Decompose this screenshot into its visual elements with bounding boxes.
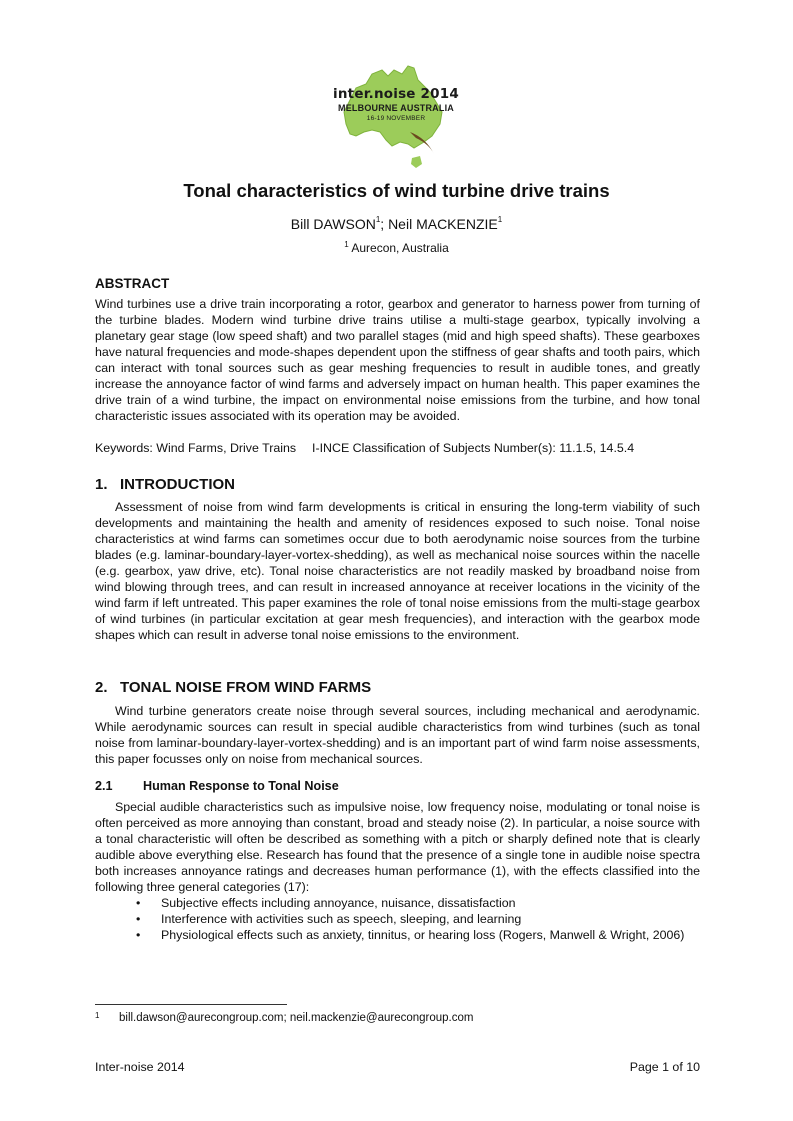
affiliation-text: Aurecon, Australia [348,241,449,255]
logo-dates: 16-19 NOVEMBER [366,115,426,122]
footnote-mark: 1 [95,1011,100,1020]
section-heading-introduction [95,476,235,493]
affiliation-mark: 1 [344,240,349,249]
footnote-divider [95,1004,287,1005]
subsection-heading-human-response [95,779,339,793]
list-item [95,911,700,927]
section-number: 1. [95,476,108,493]
list-item-text: Interference with activities such as speech, sleeping, and learning [161,912,522,926]
list-item [95,895,700,911]
section-title: TONAL NOISE FROM WIND FARMS [120,679,372,696]
footer-conference: Inter-noise 2014 [95,1060,185,1074]
author-separator: ; [380,216,389,232]
section-heading-tonal-noise [95,679,371,696]
author-affil-mark: 1 [375,215,381,224]
author-name: Neil MACKENZIE [388,216,498,232]
abstract-heading: ABSTRACT [95,276,170,291]
tonal-noise-text: Wind turbine generators create noise through several sources, including mechanical and aerodynamic. While aerodynamic sources can result in special audible characteristics from wind turbines (such as tonal noise from laminar-boundary-layer-vortex-shedding) and is an important part of wind farm noise assessments, this paper focusses only on noise from mechanical sources. [95,704,700,766]
footnote-text: bill.dawson@aurecongroup.com; neil.mackenzie@aurecongroup.com [119,1012,474,1024]
keywords-line [95,441,634,455]
logo-title: inter.noise 2014 [333,86,459,102]
list-item-text: Subjective effects including annoyance, nuisance, dissatisfaction [161,896,516,910]
conference-logo [326,62,466,174]
classification-text: I-INCE Classification of Subjects Number(s): 11.1.5, 14.5.4 [312,441,635,455]
section-title: INTRODUCTION [120,476,235,493]
list-item-text: Physiological effects such as anxiety, tinnitus, or hearing loss (Rogers, Manwell & Wright, 2006) [161,928,685,942]
introduction-text: Assessment of noise from wind farm developments is critical in ensuring the long-term viability of such developments and maintaining the health and amenity of residences exposed to such noise. Tonal noise characteristics at wind farms can sometimes occur due to both aerodynamic noise sources from the turbine blades (e.g. laminar-boundary-layer-vortex-shedding), as well as mechanical noise sources within the nacelle (e.g. gearbox, yaw drive, etc). Tonal noise characteristics are not readily masked by broadband noise from wind blowing through trees, and can result in increased annoyance at receiver locations in the vicinity of the wind farm if left untreated. This paper examines the role of tonal noise emissions from the multi-stage gearbox of wind turbines (in particular excitation at gear mesh frequencies), and interaction with the gearbox mode shapes which can result in adverse tonal noise emissions to the environment. [95,500,700,642]
bullet-icon: • [136,896,141,910]
paper-title: Tonal characteristics of wind turbine drive trains [183,180,610,201]
bullet-icon: • [136,928,141,942]
keywords-text: Keywords: Wind Farms, Drive Trains [95,441,297,455]
list-item [95,927,700,943]
footnote [95,1012,473,1024]
subsection-number: 2.1 [95,779,113,793]
effects-list [95,895,700,943]
bullet-icon: • [136,912,141,926]
author-name: Bill DAWSON [290,216,376,232]
footer-page-number: Page 1 of 10 [629,1060,700,1074]
affiliation [60,241,733,255]
subsection-title: Human Response to Tonal Noise [143,779,339,793]
logo-city: MELBOURNE AUSTRALIA [338,103,454,113]
author-line [60,216,733,232]
human-response-text: Special audible characteristics such as impulsive noise, low frequency noise, modulating or tonal noise is often perceived as more annoying than constant, broad and steady noise (2). In particular, a noise source with a tonal characteristic will often be described as something with a pitch or sharply defined note that is clearly audible above everything else. Research has found that the presence of a single tone in audible noise spectra both increases annoyance ratings and decreases human performance (1), with the effects classified into the following three general categories (17): [95,800,700,894]
abstract-text: Wind turbines use a drive train incorporating a rotor, gearbox and generator to harness power from turning of the turbine blades. Modern wind turbine drive trains utilise a multi-stage gearbox, typically involving a planetary gear stage (low speed shaft) and two parallel stages (mid and high speed shafts). These gearboxes have natural frequencies and mode-shapes dependent upon the stiffness of gear shafts and tooth pairs, which can interact with tonal sources such as gear meshing frequencies to result in audible tones, and greatly increase the annoyance factor of wind farms and adversely impact on human health. This paper examines the drive train of a wind turbine, the impact on environmental noise emissions from the turbine, and how tonal characteristic issues associated with its operation may be avoided. [95,297,700,423]
section-number: 2. [95,679,108,696]
author-affil-mark: 1 [497,215,503,224]
